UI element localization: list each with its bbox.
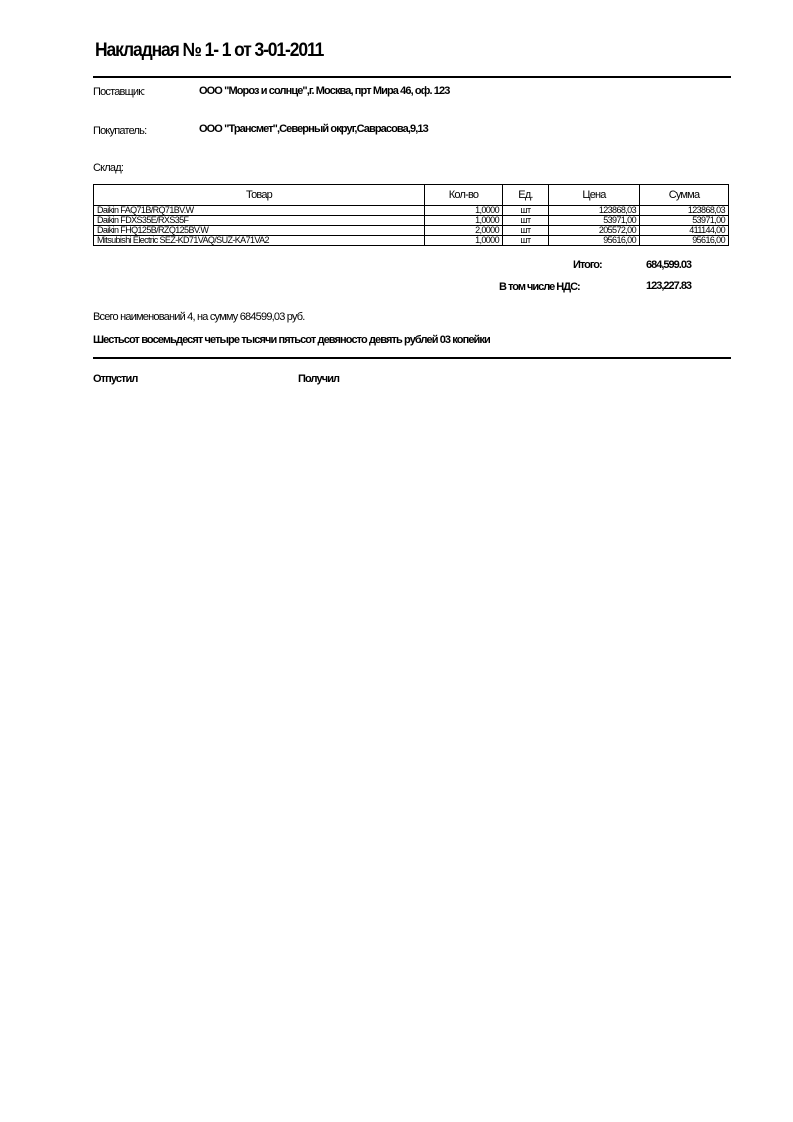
item-name: Daikin FHQ125B/RZQ125BV.W [94,226,425,236]
item-price: 95616,00 [549,236,640,246]
item-quantity: 1,0000 [425,216,503,226]
total-label: Итого: [573,259,602,271]
table-header-row [94,185,729,206]
item-name: Mitsubishi Electric SEZ-KD71VAQ/SUZ-KA71VA2 [94,236,425,246]
document-title: Накладная № 1- 1 от 3-01-2011 [95,40,324,61]
warehouse-label: Склад: [93,162,124,174]
footer-divider [93,357,731,359]
item-unit: шт [503,236,549,246]
title-divider [93,76,731,78]
items-summary: Всего наименований 4, на сумму 684599,03 руб. [93,311,305,323]
column-header-amount: Сумма [640,185,729,206]
released-by-label: Отпустил [93,373,138,385]
buyer-value: ООО "Трансмет",Северный округ,Саврасова,9,13 [199,123,428,135]
item-name: Daikin FAQ71B/RQ71BV.W [94,206,425,216]
item-amount: 95616,00 [640,236,729,246]
items-table [93,184,729,246]
column-header-quantity: Кол-во [425,185,503,206]
column-header-price: Цена [549,185,640,206]
item-quantity: 1,0000 [425,206,503,216]
received-by-label: Получил [298,373,340,385]
table-row [94,226,729,236]
item-unit: шт [503,206,549,216]
buyer-label: Покупатель: [93,125,147,137]
item-quantity: 1,0000 [425,236,503,246]
table-row [94,206,729,216]
column-header-unit: Ед. [503,185,549,206]
item-price: 205572,00 [549,226,640,236]
item-unit: шт [503,226,549,236]
item-price: 123868,03 [549,206,640,216]
table-row [94,216,729,226]
vat-label: В том числе НДС: [499,281,580,293]
item-quantity: 2,0000 [425,226,503,236]
column-header-item: Товар [94,185,425,206]
table-row [94,236,729,246]
supplier-label: Поставщик: [93,86,145,98]
supplier-value: ООО "Мороз и солнце",г. Москва, прт Мира 46, оф. 123 [199,85,450,97]
item-price: 53971,00 [549,216,640,226]
item-amount: 123868,03 [640,206,729,216]
vat-value: 123,227.83 [646,280,692,292]
amount-in-words: Шестьсот восемьдесят четыре тысячи пятьсот девяносто девять рублей 03 копейки [93,334,490,346]
item-amount: 411144,00 [640,226,729,236]
item-unit: шт [503,216,549,226]
item-amount: 53971,00 [640,216,729,226]
item-name: Daikin FDXS35E/RXS35F [94,216,425,226]
total-value: 684,599.03 [646,259,692,271]
